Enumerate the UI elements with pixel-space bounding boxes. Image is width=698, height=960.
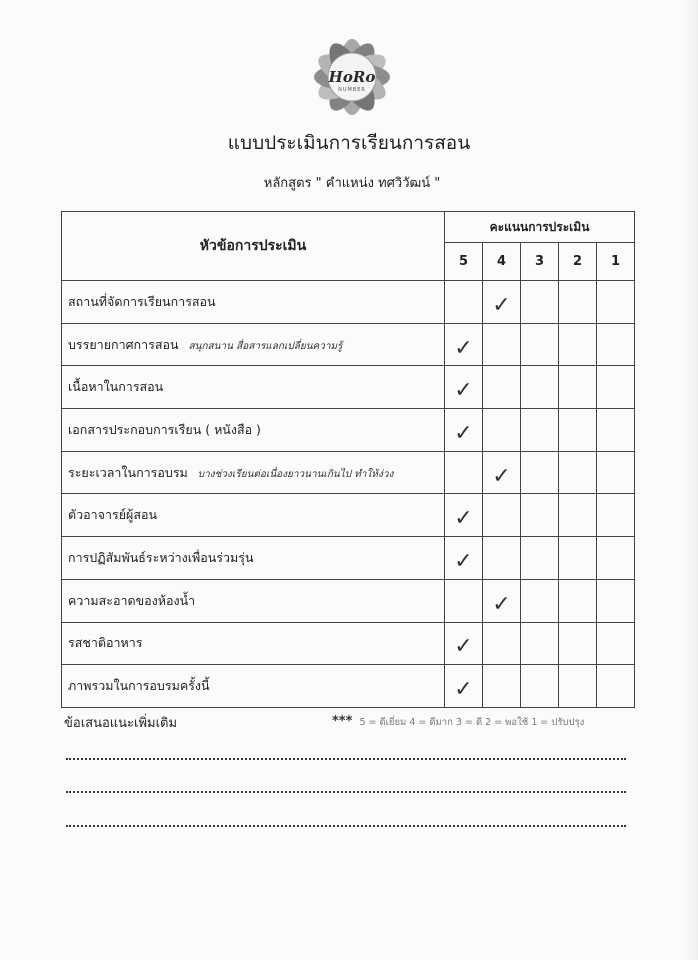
evaluation-table <box>61 211 635 708</box>
score-cell-3[interactable] <box>521 366 559 409</box>
score-cell-2[interactable] <box>559 622 597 665</box>
handwritten-note: บางช่วงเรียนต่อเนื่องยาวนานเกินไป ทำให้ง่วง <box>197 468 394 480</box>
score-cell-5[interactable] <box>445 281 483 324</box>
checkmark-icon: ✓ <box>492 591 511 617</box>
course-subtitle: หลักสูตร " คำแหน่ง ทศวิวัฒน์ " <box>263 176 441 191</box>
score-cell-1[interactable] <box>597 622 635 665</box>
table-row <box>62 622 635 665</box>
score-cell-2[interactable] <box>559 537 597 580</box>
checkmark-icon: ✓ <box>454 548 473 574</box>
checkmark-icon: ✓ <box>492 292 511 318</box>
table-row <box>62 281 635 324</box>
topic-label: ภาพรวมในการอบรมครั้งนี้ <box>68 678 210 694</box>
score-cell-5[interactable] <box>445 665 483 708</box>
score-cell-1[interactable] <box>597 537 635 580</box>
topic-cell <box>62 579 445 622</box>
score-cell-2[interactable] <box>559 409 597 452</box>
suggestion-line-1 <box>66 758 626 760</box>
score-column-header: 5 <box>445 243 483 281</box>
score-cell-2[interactable] <box>559 366 597 409</box>
score-cell-4[interactable] <box>483 494 521 537</box>
table-row <box>62 409 635 452</box>
score-cell-5[interactable] <box>445 579 483 622</box>
score-cell-3[interactable] <box>521 409 559 452</box>
topic-label: ความสะอาดของห้องน้ำ <box>68 592 196 608</box>
table-row <box>62 537 635 580</box>
checkmark-icon: ✓ <box>454 335 473 361</box>
score-cell-5[interactable] <box>445 409 483 452</box>
score-legend <box>332 714 584 730</box>
form-title: แบบประเมินการเรียนการสอน <box>227 132 471 154</box>
checkmark-icon: ✓ <box>454 378 473 404</box>
score-cell-3[interactable] <box>521 494 559 537</box>
suggestion-line-2 <box>66 791 626 793</box>
score-cell-2[interactable] <box>559 579 597 622</box>
score-cell-5[interactable] <box>445 323 483 366</box>
score-cell-3[interactable] <box>521 665 559 708</box>
logo-text: HoRo <box>328 68 376 86</box>
score-cell-4[interactable] <box>483 579 521 622</box>
score-cell-4[interactable] <box>483 537 521 580</box>
handwritten-note: สนุกสนาน สื่อสารแลกเปลี่ยนความรู้ <box>188 340 343 352</box>
score-cell-1[interactable] <box>597 366 635 409</box>
score-cell-5[interactable] <box>445 537 483 580</box>
score-cell-3[interactable] <box>521 537 559 580</box>
score-cell-5[interactable] <box>445 622 483 665</box>
score-column-header: 2 <box>559 243 597 281</box>
topic-label: บรรยายกาศการสอน <box>68 336 179 352</box>
table-row <box>62 366 635 409</box>
table-row <box>62 451 635 494</box>
score-cell-4[interactable] <box>483 409 521 452</box>
topic-cell <box>62 537 445 580</box>
score-cell-1[interactable] <box>597 579 635 622</box>
topic-label: การปฏิสัมพันธ์ระหว่างเพื่อนร่วมรุ่น <box>68 549 254 565</box>
score-cell-5[interactable] <box>445 494 483 537</box>
score-cell-2[interactable] <box>559 281 597 324</box>
horo-number-logo <box>306 34 398 120</box>
score-cell-3[interactable] <box>521 281 559 324</box>
topic-header: หัวข้อการประเมิน <box>62 212 445 281</box>
score-cell-3[interactable] <box>521 579 559 622</box>
checkmark-icon: ✓ <box>454 420 473 446</box>
topic-cell <box>62 409 445 452</box>
score-cell-4[interactable] <box>483 366 521 409</box>
suggestions-label: ข้อเสนอแนะเพิ่มเติม <box>64 716 178 731</box>
topic-label: รสชาติอาหาร <box>68 635 143 651</box>
score-cell-1[interactable] <box>597 323 635 366</box>
score-cell-5[interactable] <box>445 366 483 409</box>
legend-text: 5 = ดีเยี่ยม 4 = ดีมาก 3 = ดี 2 = พอใช้ 1 = ปรับปรุง <box>359 717 585 728</box>
topic-cell <box>62 323 445 366</box>
score-cell-4[interactable] <box>483 323 521 366</box>
score-cell-3[interactable] <box>521 323 559 366</box>
suggestion-line-3 <box>66 825 626 827</box>
topic-cell <box>62 494 445 537</box>
topic-label: สถานที่จัดการเรียนการสอน <box>68 293 216 309</box>
score-header: คะแนนการประเมิน <box>445 212 635 243</box>
legend-stars: *** <box>332 714 353 729</box>
topic-cell <box>62 451 445 494</box>
topic-label: ตัวอาจารย์ผู้สอน <box>68 507 158 523</box>
checkmark-icon: ✓ <box>454 634 473 660</box>
score-cell-1[interactable] <box>597 494 635 537</box>
score-cell-5[interactable] <box>445 451 483 494</box>
score-cell-2[interactable] <box>559 323 597 366</box>
score-cell-2[interactable] <box>559 451 597 494</box>
score-cell-3[interactable] <box>521 622 559 665</box>
score-cell-4[interactable] <box>483 451 521 494</box>
topic-cell <box>62 281 445 324</box>
score-cell-1[interactable] <box>597 281 635 324</box>
score-cell-1[interactable] <box>597 665 635 708</box>
score-column-header: 1 <box>597 243 635 281</box>
score-cell-2[interactable] <box>559 665 597 708</box>
score-column-header: 4 <box>483 243 521 281</box>
score-cell-4[interactable] <box>483 665 521 708</box>
score-cell-2[interactable] <box>559 494 597 537</box>
topic-label: ระยะเวลาในการอบรม <box>68 464 188 480</box>
page-edge-shadow <box>684 0 698 960</box>
score-cell-1[interactable] <box>597 409 635 452</box>
table-row <box>62 494 635 537</box>
topic-cell <box>62 366 445 409</box>
topic-cell <box>62 665 445 708</box>
topic-label: เนื้อหาในการสอน <box>68 379 164 395</box>
checkmark-icon: ✓ <box>454 677 473 703</box>
score-cell-4[interactable] <box>483 281 521 324</box>
table-row <box>62 323 635 366</box>
score-column-header: 3 <box>521 243 559 281</box>
table-row <box>62 579 635 622</box>
topic-label: เอกสารประกอบการเรียน ( หนังสือ ) <box>68 421 261 437</box>
logo-subtext: NUMBER <box>338 87 366 93</box>
score-cell-4[interactable] <box>483 622 521 665</box>
score-cell-3[interactable] <box>521 451 559 494</box>
table-row <box>62 665 635 708</box>
topic-cell <box>62 622 445 665</box>
checkmark-icon: ✓ <box>492 463 511 489</box>
checkmark-icon: ✓ <box>454 506 473 532</box>
score-cell-1[interactable] <box>597 451 635 494</box>
